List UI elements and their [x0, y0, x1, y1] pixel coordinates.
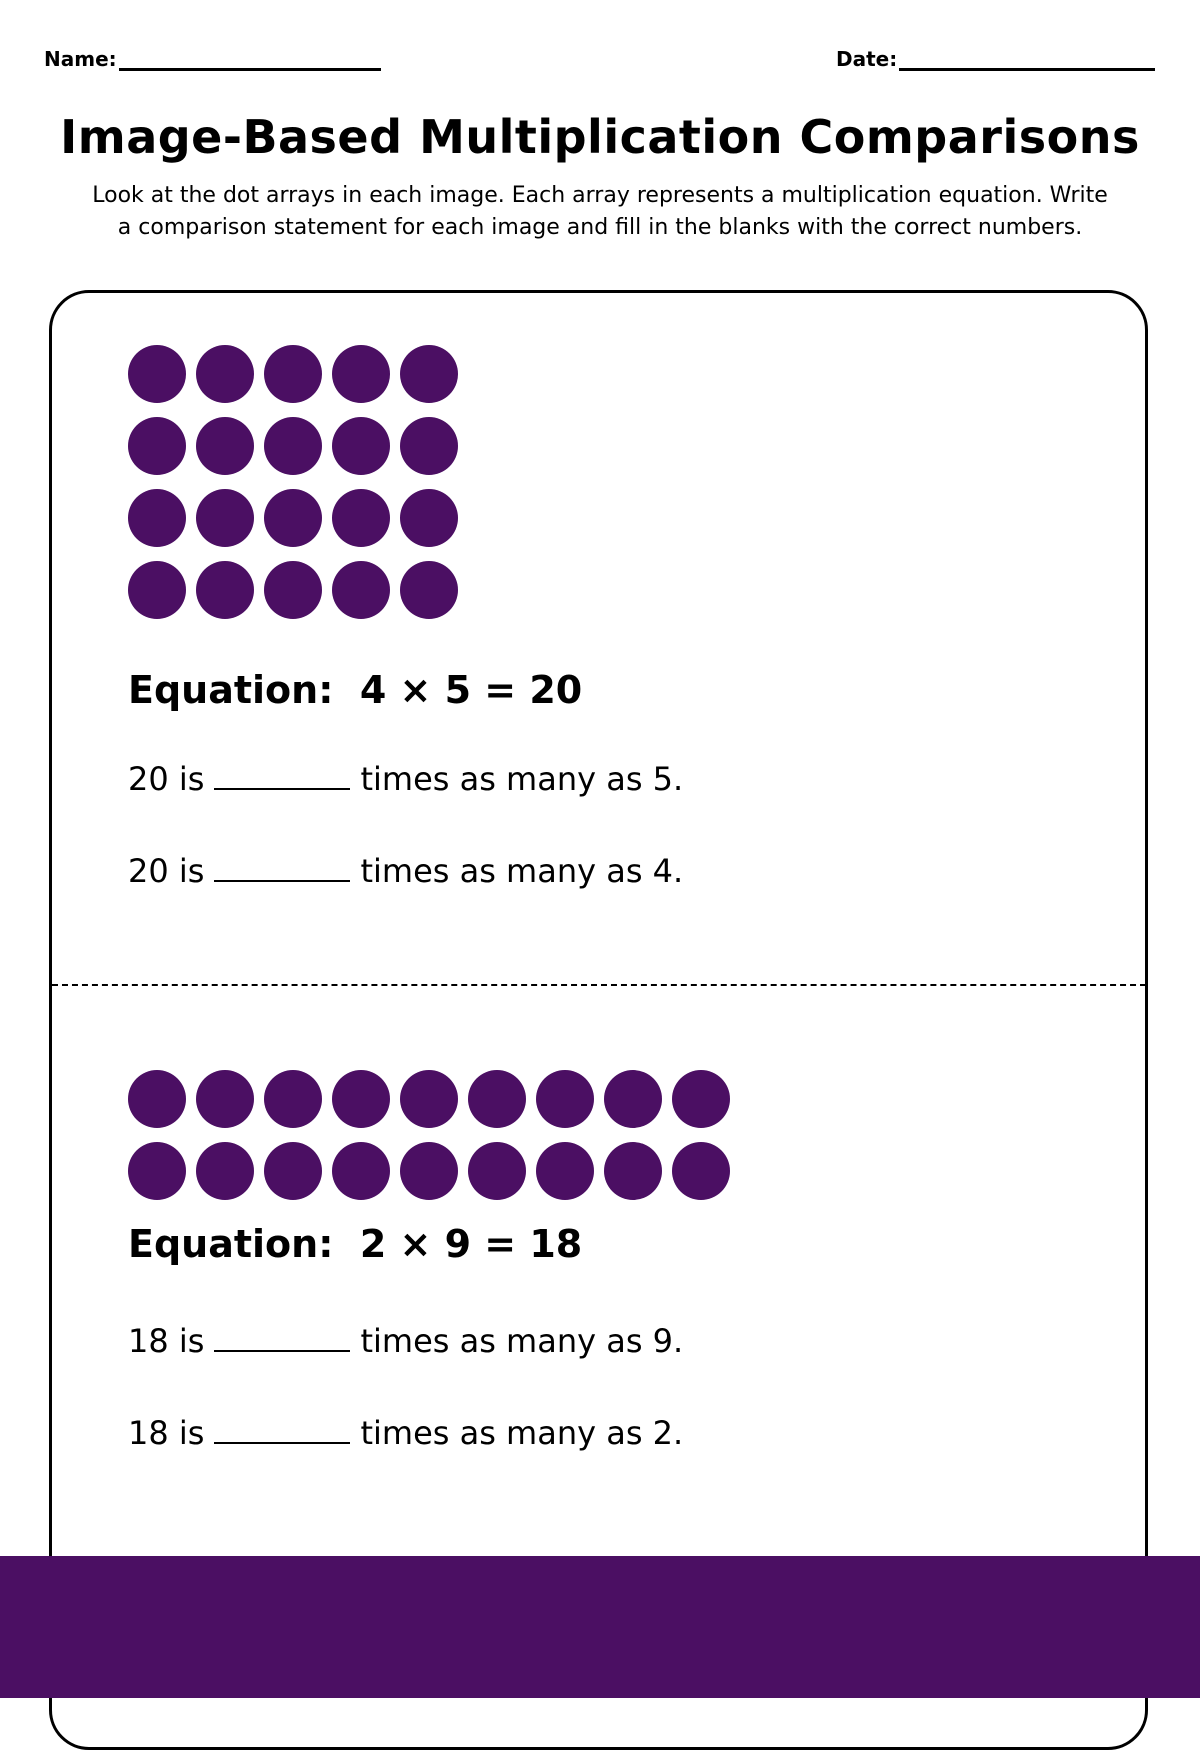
- dot-array-2: [128, 1070, 730, 1200]
- name-label: Name:: [44, 47, 117, 71]
- statement-prefix: 20 is: [128, 760, 205, 798]
- dot: [128, 561, 186, 619]
- dot: [264, 417, 322, 475]
- instructions: Look at the dot arrays in each image. Each array represents a multiplication equation. Write a comparison statement for each image and fill in the blanks with the correct numbers.: [92, 183, 1108, 240]
- statement-suffix: times as many as 4.: [360, 852, 684, 890]
- worksheet-title: Image-Based Multiplication Comparisons: [60, 110, 1140, 164]
- date-blank[interactable]: [899, 44, 1155, 71]
- dot: [264, 561, 322, 619]
- dot: [604, 1070, 662, 1128]
- dot: [196, 1142, 254, 1200]
- statement-suffix: times as many as 5.: [360, 760, 684, 798]
- dot: [128, 489, 186, 547]
- comparison-statement-1b: [128, 850, 683, 890]
- dot: [264, 489, 322, 547]
- answer-blank[interactable]: [214, 850, 350, 882]
- cut-divider: [52, 984, 1146, 986]
- dot: [604, 1142, 662, 1200]
- answer-blank[interactable]: [214, 758, 350, 790]
- dot: [400, 1142, 458, 1200]
- dot: [468, 1142, 526, 1200]
- dot-array-1: [128, 345, 458, 619]
- equation-1: Equation: 4 × 5 = 20: [128, 668, 583, 712]
- dot: [196, 1070, 254, 1128]
- dot: [400, 345, 458, 403]
- dot: [196, 345, 254, 403]
- statement-prefix: 20 is: [128, 852, 205, 890]
- dot: [536, 1070, 594, 1128]
- dot: [536, 1142, 594, 1200]
- comparison-statement-2b: [128, 1412, 683, 1452]
- comparison-statement-1a: [128, 758, 683, 798]
- answer-blank[interactable]: [214, 1320, 350, 1352]
- dot: [332, 489, 390, 547]
- dot: [332, 561, 390, 619]
- date-label: Date:: [836, 47, 898, 71]
- answer-blank[interactable]: [214, 1412, 350, 1444]
- dot: [332, 345, 390, 403]
- dot: [672, 1142, 730, 1200]
- dot: [128, 1070, 186, 1128]
- dot: [468, 1070, 526, 1128]
- dot: [128, 1142, 186, 1200]
- dot: [332, 417, 390, 475]
- name-field[interactable]: [44, 44, 381, 71]
- statement-suffix: times as many as 2.: [360, 1414, 684, 1452]
- dot: [264, 345, 322, 403]
- equation-2: Equation: 2 × 9 = 18: [128, 1222, 583, 1266]
- dot: [400, 1070, 458, 1128]
- dot: [400, 561, 458, 619]
- dot: [196, 417, 254, 475]
- dot: [196, 489, 254, 547]
- statement-prefix: 18 is: [128, 1414, 205, 1452]
- dot: [264, 1142, 322, 1200]
- dot: [332, 1142, 390, 1200]
- dot: [128, 345, 186, 403]
- dot: [400, 489, 458, 547]
- comparison-statement-2a: [128, 1320, 683, 1360]
- dot: [264, 1070, 322, 1128]
- statement-suffix: times as many as 9.: [360, 1322, 684, 1360]
- dot: [128, 417, 186, 475]
- name-blank[interactable]: [119, 44, 381, 71]
- footer-band: [0, 1556, 1200, 1698]
- date-field[interactable]: [836, 44, 1155, 71]
- dot: [196, 561, 254, 619]
- dot: [672, 1070, 730, 1128]
- statement-prefix: 18 is: [128, 1322, 205, 1360]
- dot: [332, 1070, 390, 1128]
- dot: [400, 417, 458, 475]
